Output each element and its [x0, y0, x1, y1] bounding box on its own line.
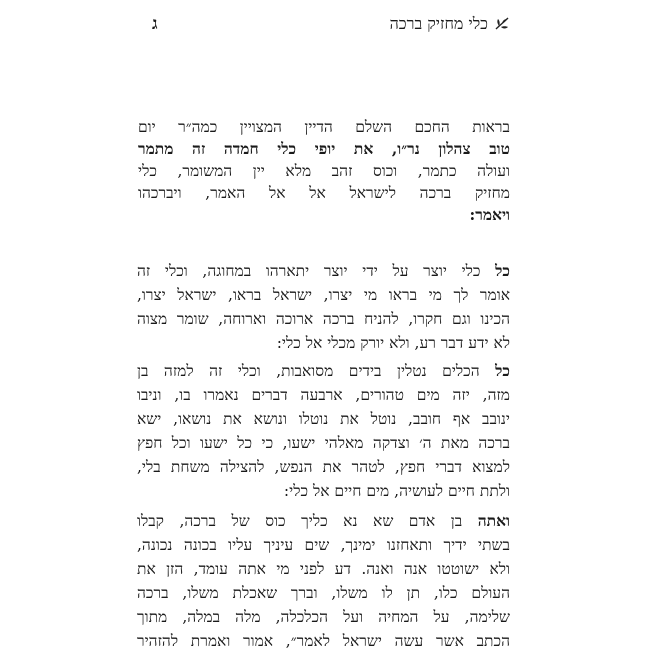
intro-line: מחזיק ברכה לישראל אל אל האמר, ויברכהו — [138, 184, 510, 202]
intro-line: ועולה כתמר, וכוס זהב מלא יין המשומר, כלי — [138, 162, 510, 180]
intro-line: ויאמר: — [469, 205, 510, 224]
paragraph-line: ולתת חיים לעושיה, מים חיים אל כלי: — [283, 482, 510, 500]
intro-line: בראות החכם השלם הדיין המצויין כמה״ר יום — [138, 118, 510, 136]
paragraph-line: כל כלי יוצר על ידי יוצר יתארהו במחוגה, וכלי זה — [137, 261, 510, 280]
paragraph-line: כל הכלים נטלין בידים מסואבות, וכלי זה למזה בן — [137, 361, 510, 380]
paragraph-line: לא ידע דבר רע, ולא יורק מכלי אל כלי: — [276, 334, 510, 352]
page-number: ג — [152, 14, 158, 34]
paragraph-line: העולם כלו, תן לו משלו, וברך שאכלת משלו, ברכה — [137, 584, 510, 602]
paragraph-line: למצוא דברי חפץ, לטהר את הנפש, להצילה משחת בלי, — [137, 458, 510, 476]
paragraph-line: אומר לך מי בראו מי יצרו, ישראל בראו, ישראל יצרו, — [137, 286, 510, 304]
running-header — [150, 14, 510, 34]
paragraph-line: שלימה, על המחיה ועל הכלכלה, מלה במלה, מתוך — [137, 608, 510, 626]
paragraph-line: ואתה בן אדם שא נא כליך כוס של ברכה, קבלו — [137, 511, 510, 530]
running-title: כלי מחזיק ברכה — [389, 14, 488, 33]
paragraph-line: בשתי ידיך ותאחזנו ימינך, שים עיניך עליו בכונה נכונה, — [137, 536, 510, 554]
intro-line: טוב צהלון נר״ו, את יופי כלי חמדה זה מתמר — [138, 139, 510, 158]
leaf-ornament-icon — [494, 15, 510, 31]
paragraph-line: ברכה מאת ה׳ וצדקה מאלהי ישעו, כי כל ישעו וכל חפץ — [137, 434, 510, 452]
paragraph-line: ולא ישוטטו אנה ואנה. דע לפני מי אתה עומד, הזן את — [137, 560, 510, 578]
paragraph-line: הכינו וגם חקרו, להניח ברכה ארוכה וארוחה, שומר מצוה — [137, 310, 510, 328]
paragraph-line: ינובב אף חובב, נוטל את נוטלו ונושא את נושאו, ישא — [137, 410, 510, 428]
paragraph-line: מזה, יזה מים טהורים, ארבעה דברים נאמרו בו, וניבו — [137, 386, 510, 404]
paragraph-line: הכתב אשר עשה ישראל לאמר״, אמור ואמרת להזהיר — [137, 632, 510, 650]
